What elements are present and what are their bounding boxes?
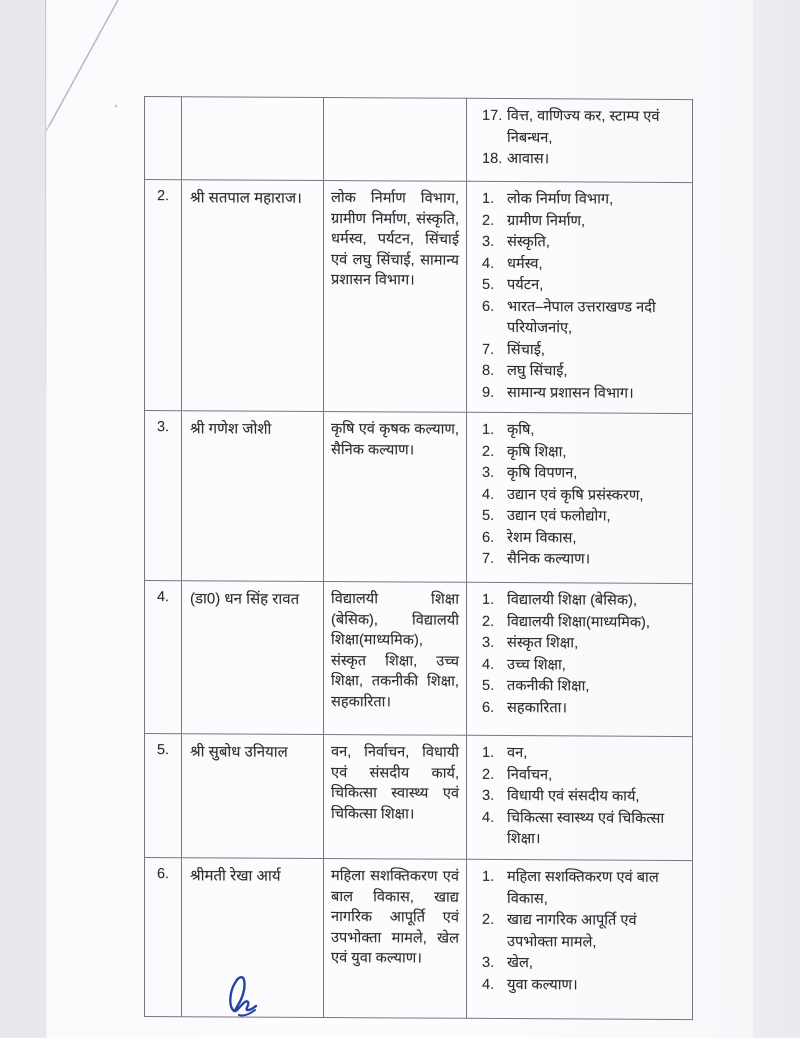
allocation-text: वन,: [507, 745, 528, 762]
allocation-number: 6.: [482, 298, 495, 315]
departments-summary-cell: महिला सशक्तिकरण एवं बाल विकास, खाद्य नागरिक आपूर्ति एवं उपभोक्ता मामले, खेल एवं युवा कल्याण।: [324, 859, 467, 1019]
allocation-text: खेल,: [507, 955, 533, 972]
allocation-item: [482, 484, 689, 507]
departments-summary-cell: लोक निर्माण विभाग, ग्रामीण निर्माण, संस्कृति, धर्मस्व, पर्यटन, सिंचाई एवं लघु सिंचाई, सामान्य प्रशासन विभाग।: [324, 181, 467, 413]
allocation-item: [482, 149, 689, 172]
allocation-text: आवास।: [507, 151, 550, 168]
departments-list-cell: [467, 859, 693, 1019]
allocation-item: [482, 549, 689, 572]
allocation-item: [482, 210, 689, 233]
serial-number-cell: 5.: [145, 734, 182, 858]
allocation-number: 6.: [482, 699, 495, 716]
ministers-portfolio-table: [144, 96, 693, 1020]
allocation-number: 1.: [482, 190, 495, 207]
departments-summary-cell: कृषि एवं कृषक कल्याण, सैनिक कल्याण।: [324, 412, 467, 583]
allocation-list: [467, 99, 692, 172]
allocation-text: खाद्य नागरिक आपूर्ति एवं उपभोक्ता मामले,: [507, 912, 637, 951]
allocation-text: विधायी एवं संसदीय कार्य,: [507, 788, 640, 805]
allocation-item: [482, 253, 689, 276]
departments-list-cell: [467, 735, 693, 860]
allocation-text: लोक निर्माण विभाग,: [507, 191, 614, 208]
allocation-item: [482, 441, 689, 464]
allocation-text: भारत–नेपाल उत्तराखण्ड नदी परियोजनांए,: [507, 298, 656, 337]
allocation-item: [482, 676, 689, 699]
allocation-text: उद्यान एवं कृषि प्रसंस्करण,: [507, 486, 644, 504]
allocation-text: तकनीकी शिक्षा,: [507, 678, 590, 695]
allocation-text: महिला सशक्तिकरण एवं बाल विकास,: [507, 869, 659, 907]
allocation-item: [482, 420, 689, 443]
minister-name-cell: श्री गणेश जोशी: [182, 411, 324, 582]
allocation-item: [482, 867, 689, 911]
minister-name-cell: श्री सुबोध उनियाल: [182, 734, 324, 859]
serial-number-cell: 3.: [145, 411, 182, 581]
allocation-item: [482, 743, 689, 766]
table-row: [145, 411, 693, 584]
departments-summary-cell: विद्यालयी शिक्षा (बेसिक), विद्यालयी शिक्षा(माध्यमिक), संस्कृत शिक्षा, उच्च शिक्षा, तकनीकी शिक्षा, सहकारिता।: [324, 582, 467, 736]
allocation-item: [482, 339, 689, 362]
allocation-number: 2.: [482, 613, 495, 630]
table-row: [145, 734, 693, 861]
allocation-number: 1.: [482, 868, 495, 885]
allocation-text: संस्कृत शिक्षा,: [507, 635, 579, 652]
allocation-item: [482, 463, 689, 486]
allocation-list: [467, 583, 692, 720]
table-row: [145, 97, 693, 183]
allocation-item: [482, 506, 689, 529]
allocation-item: [482, 633, 689, 656]
allocation-number: 2.: [482, 766, 495, 783]
allocation-number: 4.: [482, 656, 495, 673]
allocation-text: चिकित्सा स्वास्थ्य एवं चिकित्सा शिक्षा।: [507, 809, 665, 848]
allocation-text: कृषि विपणन,: [507, 465, 578, 482]
allocation-text: पर्यटन,: [507, 277, 544, 294]
allocation-number: 5.: [482, 276, 495, 293]
allocation-text: सहकारिता।: [507, 699, 567, 716]
allocation-text: सामान्य प्रशासन विभाग।: [507, 384, 634, 402]
allocation-number: 3.: [482, 787, 495, 804]
minister-name-cell: श्रीमती रेखा आर्य: [182, 858, 324, 1018]
allocation-text: विद्यालयी शिक्षा (बेसिक),: [507, 592, 638, 609]
allocation-item: [482, 974, 689, 997]
allocation-number: 4.: [482, 255, 495, 272]
allocation-number: 6.: [482, 529, 495, 546]
table-row: [145, 581, 693, 737]
allocation-item: [482, 590, 689, 613]
allocation-list: [467, 182, 692, 405]
allocation-number: 3.: [482, 233, 495, 250]
departments-list-cell: [467, 98, 693, 182]
allocation-number: 9.: [482, 384, 495, 401]
allocation-number: 4.: [482, 809, 495, 826]
allocation-number: 7.: [482, 341, 495, 358]
allocation-text: निर्वाचन,: [507, 766, 553, 783]
allocation-list: [467, 860, 692, 997]
departments-list-cell: [467, 181, 693, 413]
minister-name-cell: श्री सतपाल महाराज।: [182, 180, 324, 412]
allocation-number: 1.: [482, 591, 495, 608]
allocation-number: 2.: [482, 212, 495, 229]
allocation-text: वित्त, वाणिज्य कर, स्टाम्प एवं निबन्धन,: [507, 108, 660, 146]
allocation-number: 2.: [482, 911, 495, 928]
allocation-number: 1.: [482, 421, 495, 438]
table-row: [145, 858, 693, 1020]
allocation-item: [482, 275, 689, 298]
allocation-number: 17.: [482, 107, 503, 125]
serial-number-cell: 2.: [145, 180, 182, 411]
allocation-text: कृषि,: [507, 422, 535, 439]
allocation-item: [482, 382, 689, 405]
allocation-item: [482, 106, 689, 150]
allocation-text: सैनिक कल्याण।: [507, 551, 591, 568]
allocation-text: धर्मस्व,: [507, 255, 543, 272]
allocation-item: [482, 611, 689, 634]
allocation-number: 18.: [482, 150, 503, 168]
allocation-text: उच्च शिक्षा,: [507, 656, 566, 673]
allocation-number: 8.: [482, 362, 495, 379]
allocation-number: 5.: [482, 677, 495, 694]
table-row: [145, 180, 693, 414]
allocation-number: 7.: [482, 550, 495, 567]
allocation-number: 2.: [482, 443, 495, 460]
allocation-item: [482, 764, 689, 787]
allocation-text: लघु सिंचाई,: [507, 363, 568, 380]
fold-crease-line: [49, 0, 118, 126]
allocation-list: [467, 736, 692, 852]
allocation-number: 3.: [482, 464, 495, 481]
allocation-item: [482, 296, 689, 340]
allocation-number: 4.: [482, 486, 495, 503]
fold-crease-hook: [46, 126, 49, 131]
allocation-item: [482, 232, 689, 255]
allocation-item: [482, 189, 689, 212]
allocation-item: [482, 807, 689, 851]
allocation-number: 3.: [482, 634, 495, 651]
scan-speck: [115, 105, 118, 108]
allocation-list: [467, 413, 692, 572]
allocation-item: [482, 910, 689, 954]
serial-number-cell: 4.: [145, 581, 182, 734]
paper-left-edge: [45, 0, 46, 420]
allocation-number: 1.: [482, 744, 495, 761]
allocation-text: उद्यान एवं फलोद्योग,: [507, 508, 611, 525]
allocation-item: [482, 786, 689, 809]
allocation-item: [482, 527, 689, 550]
departments-summary-cell: [324, 98, 467, 182]
allocation-text: कृषि शिक्षा,: [507, 443, 567, 460]
allocation-text: विद्यालयी शिक्षा(माध्यमिक),: [507, 613, 650, 631]
allocation-number: 3.: [482, 954, 495, 971]
minister-name-cell: [182, 97, 324, 181]
allocation-number: 5.: [482, 507, 495, 524]
departments-summary-cell: वन, निर्वाचन, विधायी एवं संसदीय कार्य, चिकित्सा स्वास्थ्य एवं चिकित्सा शिक्षा।: [324, 735, 467, 860]
serial-number-cell: [145, 97, 182, 180]
serial-number-cell: 6.: [145, 858, 182, 1017]
allocation-text: संस्कृति,: [507, 234, 550, 251]
allocation-text: रेशम विकास,: [507, 529, 577, 546]
allocation-item: [482, 953, 689, 976]
allocation-number: 4.: [482, 976, 495, 993]
allocation-item: [482, 361, 689, 384]
allocation-item: [482, 697, 689, 720]
allocation-text: युवा कल्याण।: [507, 976, 578, 993]
minister-name-cell: (डा0) धन सिंह रावत: [182, 581, 324, 735]
departments-list-cell: [467, 412, 693, 583]
allocation-text: ग्रामीण निर्माण,: [507, 212, 586, 229]
allocation-item: [482, 654, 689, 677]
table-body: [145, 97, 693, 1020]
departments-list-cell: [467, 582, 693, 736]
allocation-text: सिंचाई,: [507, 341, 545, 358]
